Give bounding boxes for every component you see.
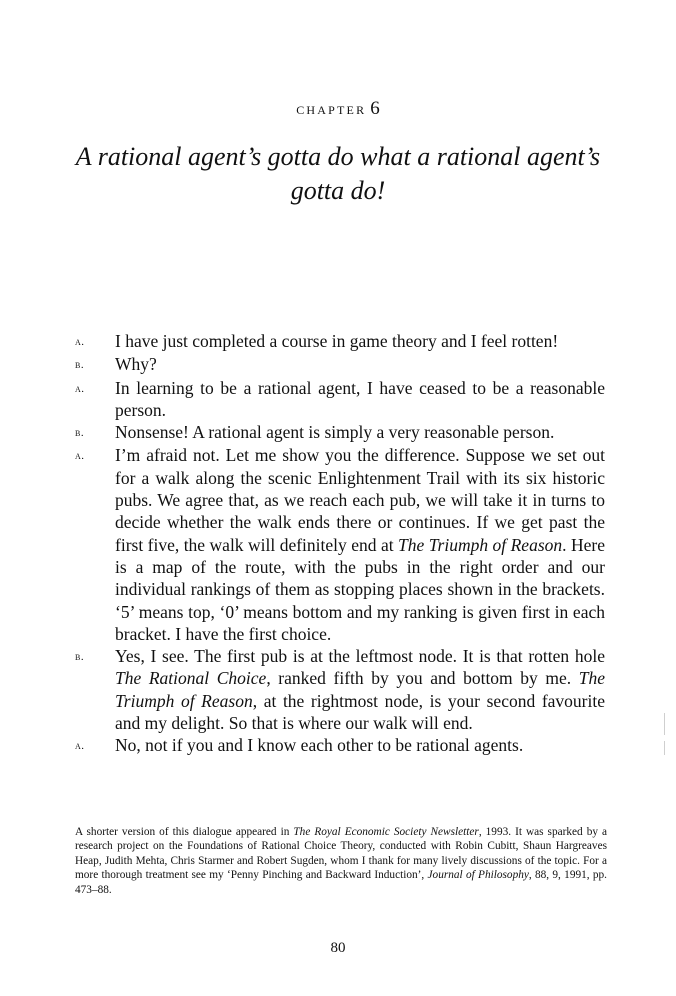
dialogue-turn — [75, 734, 605, 757]
speaker-label: b. — [75, 651, 85, 664]
dialogue-turn — [75, 330, 605, 353]
pub-name-italic: The Rational Choice — [115, 668, 267, 689]
footnote-text: , 88, 9, 1991, pp. 473–88. — [75, 869, 607, 896]
speech-text-part: , at the rightmost node, is your second favourite and my delight. So that is where our walk will end. — [115, 690, 605, 734]
chapter-number: 6 — [370, 98, 380, 119]
speech-text-part: . Here is a map of the route, with the pubs in the right order and our individual rankings of them as stopping places shown in the brackets. ‘5’ means top, ‘0’ means bottom and my ranking is given first in each bracket. I have the first choice. — [115, 534, 605, 644]
speaker-label: a. — [75, 450, 85, 463]
speech-text — [115, 444, 605, 645]
dialogue — [75, 330, 605, 758]
chapter-heading — [0, 98, 676, 120]
footnote — [75, 825, 607, 897]
chapter-label: chapter — [296, 99, 367, 118]
speaker-label: a. — [75, 336, 85, 348]
speech-text-part: , ranked fifth by you and bottom by me. — [266, 668, 579, 689]
speech-text: Why? — [115, 354, 157, 375]
dialogue-turn — [75, 377, 605, 422]
speech-text: Nonsense! A rational agent is simply a very reasonable person. — [115, 422, 555, 443]
speaker-label: b. — [75, 427, 85, 440]
speaker-label: b. — [75, 359, 85, 372]
footnote-text: A shorter version of this dialogue appeared in — [75, 826, 294, 838]
newsletter-title: The Royal Economic Society Newsletter — [293, 826, 479, 838]
speech-text — [115, 645, 605, 734]
dialogue-turn — [75, 353, 605, 376]
pub-name-italic: The Triumph of Reason — [115, 668, 605, 711]
dialogue-turn — [75, 421, 605, 444]
scan-margin-mark — [664, 713, 665, 735]
speech-text: I have just completed a course in game theory and I feel rotten! — [115, 331, 559, 351]
speech-text: No, not if you and I know each other to be rational agents. — [115, 735, 524, 756]
chapter-title: A rational agent’s gotta do what a rational agent’s gotta do! — [75, 142, 601, 205]
page-number: 80 — [330, 940, 346, 956]
speech-text: In learning to be a rational agent, I have ceased to be a reasonable person. — [115, 377, 605, 420]
pub-name-italic: The Triumph of Reason — [398, 534, 563, 555]
scan-margin-mark — [664, 741, 665, 755]
journal-title: Journal of Philosophy — [427, 869, 529, 882]
speech-text-part: I’m afraid not. Let me show you the difference. Suppose we set out for a walk along the scenic Enlightenment Trail with its six historic pubs. We agree that, as we reach each pub, we will take it in turns to decide whether the walk ends there or continues. If we get past the first five, the walk will definitely end at — [115, 445, 605, 555]
speech-text-part: Yes, I see. The first pub is at the leftmost node. It is that rotten hole — [115, 646, 605, 667]
dialogue-turn — [75, 645, 605, 734]
footnote-text: , 1993. It was sparked by a research project on the Foundations of Rational Choice Theory, conducted with Robin Cubitt, Shaun Hargreaves Heap, Judith Mehta, Chris Starmer and Robert Sugden, whom I thank for many lively discussions of the topic. For a more thorough treatment see my ‘Penny Pinching and Backward Induction’, — [75, 826, 608, 882]
speaker-label: a. — [75, 740, 85, 753]
dialogue-turn — [75, 444, 605, 645]
speaker-label: a. — [75, 382, 85, 395]
